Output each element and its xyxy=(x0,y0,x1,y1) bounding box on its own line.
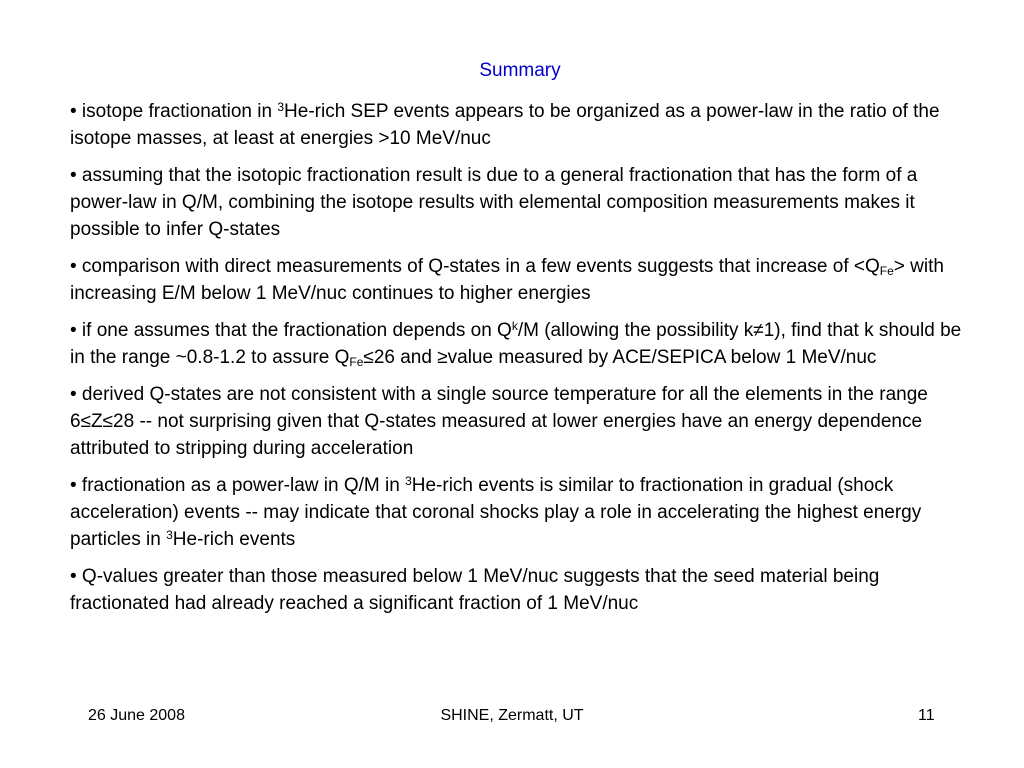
page-number: 11 xyxy=(918,707,935,724)
bullet-text: • fractionation as a power-law in Q/M in xyxy=(70,475,406,496)
slide-title: Summary xyxy=(479,60,561,81)
bullet-text: • Q-values greater than those measured below 1 MeV/nuc suggests that the seed material being fractionated had already reached a significant fraction of 1 MeV/nuc xyxy=(70,566,880,614)
bullet-text: • isotope fractionation in xyxy=(70,101,278,122)
bullet-item xyxy=(70,162,980,243)
bullet-text: > with increasing E/M below 1 MeV/nuc continues to higher energies xyxy=(70,256,944,304)
bullet-text: He-rich events is similar to fractionation in gradual (shock acceleration) events -- may indicate that coronal shocks play a role in accelerating the highest energy particles in xyxy=(70,475,922,550)
summary-content xyxy=(70,98,980,627)
superscript: 3 xyxy=(405,474,412,488)
bullet-text: • comparison with direct measurements of Q-states in a few events suggests that increase of <Q xyxy=(70,256,880,277)
bullet-text: /M (allowing the possibility k≠1), find that k should be in the range ~0.8-1.2 to assure Q xyxy=(70,320,962,368)
superscript: k xyxy=(511,319,518,333)
bullet-text: • if one assumes that the fractionation depends on Q xyxy=(70,320,512,341)
bullet-text: ≤26 and ≥value measured by ACE/SEPICA below 1 MeV/nuc xyxy=(363,347,877,368)
bullet-text: • derived Q-states are not consistent with a single source temperature for all the elements in the range 6≤Z≤28 -- not surprising given that Q-states measured at lower energies have an energy dependence attributed to stripping during acceleration xyxy=(70,384,928,459)
footer-event: SHINE, Zermatt, UT xyxy=(440,707,584,724)
bullet-item xyxy=(70,98,980,152)
bullet-item xyxy=(70,381,980,462)
superscript: 3 xyxy=(166,528,173,542)
bullet-text: • assuming that the isotopic fractionation result is due to a general fractionation that has the form of a power-law in Q/M, combining the isotope results with elemental composition measurements makes it possible to infer Q-states xyxy=(70,165,918,240)
bullet-item xyxy=(70,472,980,553)
footer-date: 26 June 2008 xyxy=(88,707,185,724)
bullet-item xyxy=(70,317,980,371)
bullet-item xyxy=(70,253,980,307)
superscript: 3 xyxy=(277,100,285,114)
bullet-item xyxy=(70,563,980,617)
bullet-text: He-rich SEP events appears to be organized as a power-law in the ratio of the isotope masses, at least at energies >10 MeV/nuc xyxy=(70,101,940,149)
subscript: Fe xyxy=(349,355,364,369)
bullet-text: He-rich events xyxy=(172,529,296,550)
subscript: Fe xyxy=(879,264,894,278)
